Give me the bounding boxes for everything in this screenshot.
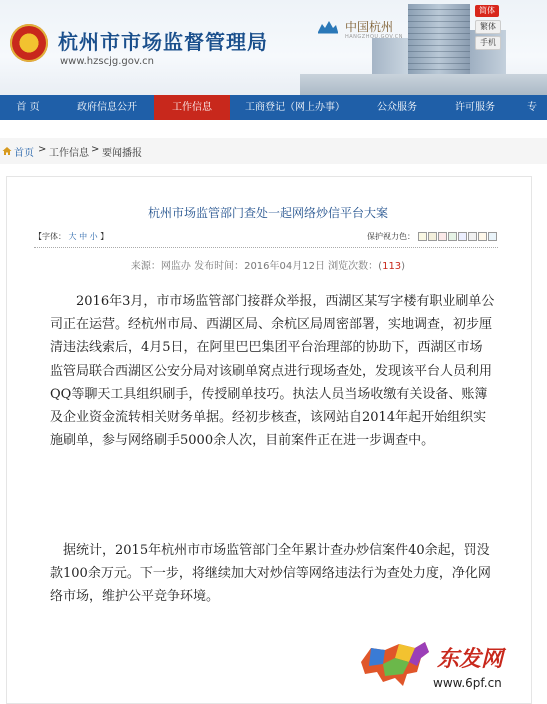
view-count: 113 [382,261,402,272]
watermark-url: www.6pf.cn [433,676,502,690]
font-label: 【字体： [34,232,66,241]
breadcrumb-work-info[interactable]: 工作信息 [49,148,89,159]
site-header [0,0,547,95]
nav-item-work-info[interactable]: 工作信息 [154,95,230,120]
bull-logo-icon [355,632,435,692]
nav-item-business-registration[interactable]: 工商登记（网上办事） [245,102,345,113]
article-toolbar [34,231,498,248]
article-paragraph: 2016年3月，市市场监管部门接群众举报，西湖区某写字楼有职业刷单公司正在运营。经杭州市局、西湖区局、余杭区局周密部署，实地调查，初步厘清违法线索后，4月5日，在阿里巴巴集团平台治理部的协助下，西湖区市场监管局联合西湖区公安分局对该刷单窝点进行现场查处，发现该平台人员利用QQ等聊天工具组织刷手，传授刷单技巧。执法人员当场收缴有关设备、账簿及企业资金流转相关财务单据。经初步核查，该网站自2014年起开始组织实施刷单，参与网络刷手5000余人次，目前案件正在进一步调查中。 [50,294,495,449]
eye-color-swatch[interactable] [458,232,467,241]
breadcrumb-home[interactable]: 首页 [14,148,34,159]
hangzhou-brand[interactable] [317,14,412,42]
site-url: www.hzscjg.gov.cn [60,56,155,67]
font-size-control [34,231,108,242]
eye-color-swatch[interactable] [438,232,447,241]
eye-color-swatch[interactable] [468,232,477,241]
nav-item-more[interactable]: 专 [527,102,537,113]
traditional-button[interactable]: 繁体 [475,20,501,34]
nav-item-public-service[interactable]: 公众服务 [377,102,417,113]
article-paragraph: 据统计，2015年杭州市市场监管部门全年累计查办炒信案件40余起，罚没款100余万元。下一步，将继续加大对炒信等网络违法行为查处力度，净化网络市场，维护公平竞争环境。 [50,543,491,605]
font-label-end: 】 [100,232,109,241]
main-nav [0,95,547,120]
site-title[interactable]: 杭州市市场监督管理局 [58,30,268,54]
brand-text: 中国杭州 [345,20,394,34]
mobile-button[interactable]: 手机 [475,36,501,50]
nav-item-gov-info[interactable]: 政府信息公开 [77,102,137,113]
eye-color-swatch[interactable] [478,232,487,241]
meta-prefix: 来源：网监办 发布时间：2016年04月12日 浏览次数：( [130,261,383,272]
watermark-name: 东发网 [437,647,504,672]
eye-color-swatch[interactable] [448,232,457,241]
national-emblem-icon [10,24,48,62]
eye-protection-label: 保护视力色： [367,232,415,241]
nav-item-license-service[interactable]: 许可服务 [455,102,495,113]
home-icon [2,146,12,156]
breadcrumb [0,138,547,164]
font-size-large[interactable]: 大 [68,232,77,241]
brand-subtext: HANGZHOU.GOV.CN [345,34,403,40]
font-size-small[interactable]: 小 [89,232,98,241]
article-meta [0,257,536,272]
site-watermark [355,628,535,696]
breadcrumb-separator: > [38,144,47,155]
eye-color-swatch[interactable] [418,232,427,241]
eye-color-swatch[interactable] [488,232,497,241]
hangzhou-logo-icon [317,18,339,34]
simplified-button[interactable]: 简体 [475,5,499,17]
skyline-image [300,74,547,95]
breadcrumb-news[interactable]: 要闻播报 [102,148,142,159]
eye-color-swatch[interactable] [428,232,437,241]
nav-item-home[interactable]: 首 页 [16,102,40,113]
font-size-medium[interactable]: 中 [79,232,88,241]
breadcrumb-separator: > [91,144,100,155]
article-title: 杭州市场监管部门查处一起网络炒信平台大案 [147,206,388,220]
meta-suffix: ) [401,261,406,272]
